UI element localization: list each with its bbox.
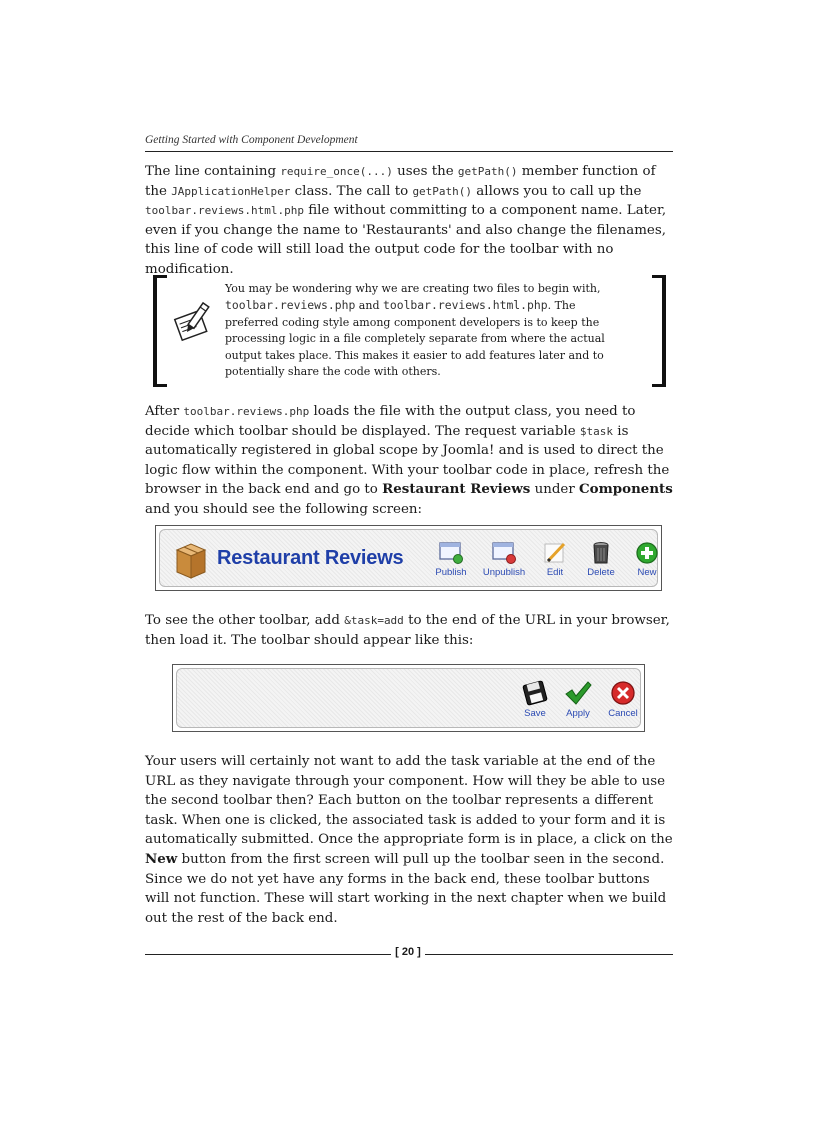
apply-button[interactable] xyxy=(555,680,601,719)
package-box-icon xyxy=(174,538,208,580)
trash-icon xyxy=(588,541,614,565)
header-rule xyxy=(145,151,673,152)
plus-circle-icon xyxy=(634,541,660,565)
pencil-note-icon xyxy=(170,300,214,348)
paragraph-1: The line containing require_once(...) uses the getPath() member function of the JApplicationHelper class. The call to getPath() allows you to call up the toolbar.reviews.html.php file without committing to a component name. Later, even if you change the name to 'Restaurants' and also change the filenames, this line of code will still load the output code for the toolbar with no modification. xyxy=(145,164,667,277)
note-text: You may be wondering why we are creating two files to begin with, toolbar.reviews.php and toolbar.reviews.html.php. The preferred coding style among component developers is to keep the processing logic in a file completely separate from where the actual output takes place. This makes it easier to add features later and to potentially share the code with others. xyxy=(225,282,605,379)
toolbar-screenshot-2 xyxy=(172,664,645,732)
note-callout xyxy=(153,275,666,384)
bracket-left xyxy=(153,275,167,387)
publish-label: Publish xyxy=(435,567,467,578)
footer-rule-left xyxy=(145,954,391,955)
cancel-label: Cancel xyxy=(608,708,638,719)
unpublish-label: Unpublish xyxy=(482,567,526,578)
delete-button[interactable] xyxy=(578,541,624,578)
cancel-x-icon xyxy=(610,680,636,706)
floppy-disk-icon xyxy=(522,680,548,706)
publish-button[interactable] xyxy=(428,541,474,578)
toolbar-title: Restaurant Reviews xyxy=(217,547,404,569)
edit-button[interactable] xyxy=(532,541,578,578)
unpublish-button[interactable] xyxy=(481,541,527,578)
toolbar-panel-2 xyxy=(176,668,641,728)
paragraph-3: To see the other toolbar, add &task=add to the end of the URL in your browser, then load it. The toolbar should appear like this: xyxy=(145,613,670,648)
edit-pencil-icon xyxy=(542,541,568,565)
toolbar-screenshot-1 xyxy=(155,525,662,591)
save-label: Save xyxy=(524,708,546,719)
apply-label: Apply xyxy=(566,708,590,719)
bracket-right xyxy=(652,275,666,387)
cancel-button[interactable] xyxy=(600,680,646,719)
publish-icon xyxy=(438,541,464,565)
paragraph-4: Your users will certainly not want to add the task variable at the end of the URL as they navigate through your component. How will they be able to use the second toolbar then? Each button on the toolbar represents a different task. When one is clicked, the associated task is added to your form and it is automatically submitted. Once the appropriate form is in place, a click on the New button from the first screen will pull up the toolbar seen in the second. Since we do not yet have any forms in the back end, these toolbar buttons will not function. These will start working in the next chapter when we build out the rest of the back end. xyxy=(145,754,673,926)
delete-label: Delete xyxy=(587,567,615,578)
save-button[interactable] xyxy=(512,680,558,719)
new-button[interactable] xyxy=(624,541,670,578)
running-header: Getting Started with Component Development xyxy=(145,134,358,146)
footer-rule-right xyxy=(425,954,673,955)
unpublish-icon xyxy=(491,541,517,565)
edit-label: Edit xyxy=(546,567,564,578)
toolbar-panel-1 xyxy=(159,529,658,587)
checkmark-icon xyxy=(564,680,592,706)
new-label: New xyxy=(637,567,657,578)
page-number: [ 20 ] xyxy=(395,946,421,958)
paragraph-2: After toolbar.reviews.php loads the file with the output class, you need to decide which toolbar should be displayed. The request variable $task is automatically registered in global scope by Joomla! and is used to direct the logic flow within the component. With your toolbar code in place, refresh the browser in the back end and go to Restaurant Reviews under Components and you should see the following screen: xyxy=(145,404,673,517)
